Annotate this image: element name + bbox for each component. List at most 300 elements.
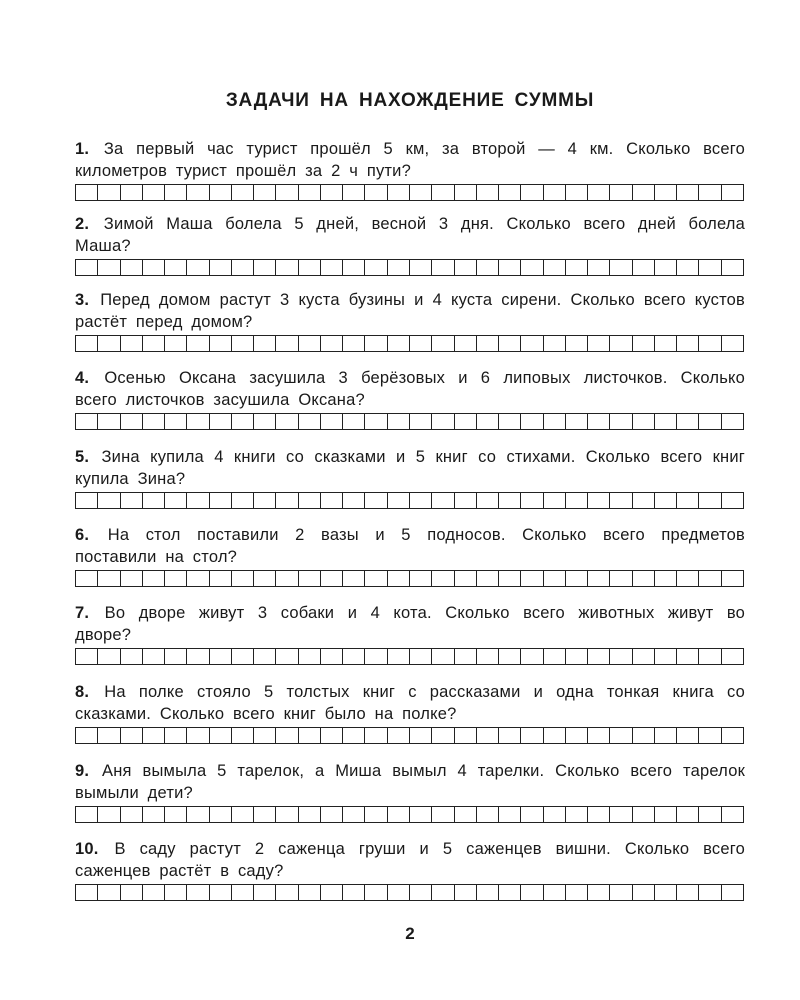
answer-cell[interactable] (544, 185, 566, 200)
answer-cell[interactable] (276, 185, 298, 200)
answer-cell[interactable] (210, 414, 232, 429)
answer-cell[interactable] (76, 571, 98, 586)
answer-cell[interactable] (210, 260, 232, 275)
answer-cell[interactable] (276, 807, 298, 822)
answer-cell[interactable] (699, 885, 721, 900)
answer-cell[interactable] (210, 728, 232, 743)
answer-cell[interactable] (343, 185, 365, 200)
answer-cell[interactable] (165, 414, 187, 429)
answer-cell[interactable] (722, 493, 744, 508)
answer-cell[interactable] (655, 728, 677, 743)
answer-cell[interactable] (76, 493, 98, 508)
answer-cell[interactable] (477, 571, 499, 586)
answer-cell[interactable] (699, 336, 721, 351)
answer-cell[interactable] (165, 728, 187, 743)
answer-cell[interactable] (276, 649, 298, 664)
answer-cell[interactable] (677, 414, 699, 429)
answer-cell[interactable] (76, 336, 98, 351)
answer-cell[interactable] (210, 649, 232, 664)
answer-cell[interactable] (521, 260, 543, 275)
answer-cell[interactable] (566, 493, 588, 508)
answer-cell[interactable] (410, 649, 432, 664)
answer-cell[interactable] (655, 571, 677, 586)
answer-cell[interactable] (677, 728, 699, 743)
answer-cell[interactable] (254, 185, 276, 200)
answer-cell[interactable] (388, 885, 410, 900)
answer-cell[interactable] (321, 260, 343, 275)
answer-cell[interactable] (588, 728, 610, 743)
answer-cell[interactable] (276, 414, 298, 429)
answer-cell[interactable] (187, 336, 209, 351)
answer-cell[interactable] (321, 414, 343, 429)
answer-cell[interactable] (232, 807, 254, 822)
answer-cell[interactable] (544, 807, 566, 822)
answer-cell[interactable] (499, 260, 521, 275)
answer-cell[interactable] (254, 571, 276, 586)
answer-cell[interactable] (165, 493, 187, 508)
answer-cell[interactable] (388, 185, 410, 200)
answer-cell[interactable] (477, 493, 499, 508)
answer-cell[interactable] (321, 336, 343, 351)
answer-grid[interactable] (75, 648, 744, 665)
answer-cell[interactable] (98, 336, 120, 351)
answer-cell[interactable] (343, 336, 365, 351)
answer-cell[interactable] (455, 649, 477, 664)
answer-cell[interactable] (321, 493, 343, 508)
answer-cell[interactable] (365, 571, 387, 586)
answer-cell[interactable] (544, 336, 566, 351)
answer-grid[interactable] (75, 884, 744, 901)
answer-cell[interactable] (98, 728, 120, 743)
answer-cell[interactable] (98, 414, 120, 429)
answer-cell[interactable] (610, 260, 632, 275)
answer-cell[interactable] (232, 649, 254, 664)
answer-cell[interactable] (566, 260, 588, 275)
answer-cell[interactable] (276, 885, 298, 900)
answer-cell[interactable] (388, 336, 410, 351)
answer-cell[interactable] (76, 414, 98, 429)
answer-cell[interactable] (365, 260, 387, 275)
answer-cell[interactable] (477, 336, 499, 351)
answer-cell[interactable] (588, 414, 610, 429)
answer-cell[interactable] (455, 336, 477, 351)
answer-cell[interactable] (722, 414, 744, 429)
answer-cell[interactable] (343, 885, 365, 900)
answer-cell[interactable] (499, 885, 521, 900)
answer-cell[interactable] (588, 336, 610, 351)
answer-cell[interactable] (610, 336, 632, 351)
answer-cell[interactable] (499, 649, 521, 664)
answer-cell[interactable] (432, 649, 454, 664)
answer-cell[interactable] (388, 414, 410, 429)
answer-cell[interactable] (677, 185, 699, 200)
answer-cell[interactable] (722, 185, 744, 200)
answer-cell[interactable] (365, 649, 387, 664)
answer-cell[interactable] (588, 885, 610, 900)
answer-cell[interactable] (566, 728, 588, 743)
answer-cell[interactable] (722, 728, 744, 743)
answer-cell[interactable] (544, 571, 566, 586)
answer-cell[interactable] (187, 807, 209, 822)
answer-cell[interactable] (121, 336, 143, 351)
answer-cell[interactable] (143, 885, 165, 900)
answer-cell[interactable] (388, 728, 410, 743)
answer-cell[interactable] (365, 885, 387, 900)
answer-cell[interactable] (143, 807, 165, 822)
answer-cell[interactable] (722, 807, 744, 822)
answer-cell[interactable] (143, 571, 165, 586)
answer-cell[interactable] (544, 493, 566, 508)
answer-cell[interactable] (477, 807, 499, 822)
answer-cell[interactable] (410, 260, 432, 275)
answer-cell[interactable] (210, 185, 232, 200)
answer-cell[interactable] (410, 807, 432, 822)
answer-grid[interactable] (75, 806, 744, 823)
answer-cell[interactable] (232, 571, 254, 586)
answer-cell[interactable] (299, 807, 321, 822)
answer-cell[interactable] (276, 728, 298, 743)
answer-cell[interactable] (187, 571, 209, 586)
answer-cell[interactable] (210, 571, 232, 586)
answer-cell[interactable] (521, 571, 543, 586)
answer-cell[interactable] (699, 260, 721, 275)
answer-grid[interactable] (75, 184, 744, 201)
answer-cell[interactable] (455, 885, 477, 900)
answer-cell[interactable] (633, 571, 655, 586)
answer-cell[interactable] (633, 807, 655, 822)
answer-cell[interactable] (432, 493, 454, 508)
answer-cell[interactable] (232, 493, 254, 508)
answer-cell[interactable] (499, 571, 521, 586)
answer-cell[interactable] (187, 185, 209, 200)
answer-cell[interactable] (410, 728, 432, 743)
answer-cell[interactable] (165, 571, 187, 586)
answer-cell[interactable] (143, 260, 165, 275)
answer-cell[interactable] (432, 185, 454, 200)
answer-cell[interactable] (121, 493, 143, 508)
answer-cell[interactable] (677, 885, 699, 900)
answer-cell[interactable] (455, 414, 477, 429)
answer-cell[interactable] (254, 728, 276, 743)
answer-cell[interactable] (232, 336, 254, 351)
answer-cell[interactable] (566, 885, 588, 900)
answer-cell[interactable] (566, 414, 588, 429)
answer-cell[interactable] (121, 260, 143, 275)
answer-cell[interactable] (276, 260, 298, 275)
answer-cell[interactable] (165, 649, 187, 664)
answer-cell[interactable] (165, 807, 187, 822)
answer-cell[interactable] (610, 414, 632, 429)
answer-cell[interactable] (165, 260, 187, 275)
answer-cell[interactable] (677, 493, 699, 508)
answer-cell[interactable] (343, 493, 365, 508)
answer-grid[interactable] (75, 413, 744, 430)
answer-cell[interactable] (299, 493, 321, 508)
answer-cell[interactable] (677, 260, 699, 275)
answer-cell[interactable] (232, 728, 254, 743)
answer-cell[interactable] (276, 336, 298, 351)
answer-cell[interactable] (121, 728, 143, 743)
answer-cell[interactable] (521, 185, 543, 200)
answer-cell[interactable] (521, 336, 543, 351)
answer-cell[interactable] (388, 649, 410, 664)
answer-cell[interactable] (299, 185, 321, 200)
answer-cell[interactable] (544, 728, 566, 743)
answer-cell[interactable] (254, 493, 276, 508)
answer-cell[interactable] (410, 493, 432, 508)
answer-cell[interactable] (388, 260, 410, 275)
answer-cell[interactable] (633, 185, 655, 200)
answer-cell[interactable] (98, 649, 120, 664)
answer-cell[interactable] (76, 260, 98, 275)
answer-cell[interactable] (633, 885, 655, 900)
answer-cell[interactable] (477, 414, 499, 429)
answer-cell[interactable] (143, 185, 165, 200)
answer-cell[interactable] (432, 260, 454, 275)
answer-cell[interactable] (655, 807, 677, 822)
answer-cell[interactable] (722, 571, 744, 586)
answer-cell[interactable] (432, 807, 454, 822)
answer-cell[interactable] (544, 885, 566, 900)
answer-cell[interactable] (299, 571, 321, 586)
answer-cell[interactable] (187, 493, 209, 508)
answer-cell[interactable] (566, 336, 588, 351)
answer-cell[interactable] (343, 649, 365, 664)
answer-cell[interactable] (499, 493, 521, 508)
answer-grid[interactable] (75, 259, 744, 276)
answer-cell[interactable] (321, 571, 343, 586)
answer-cell[interactable] (299, 649, 321, 664)
answer-cell[interactable] (410, 885, 432, 900)
answer-cell[interactable] (365, 807, 387, 822)
answer-cell[interactable] (699, 649, 721, 664)
answer-cell[interactable] (544, 649, 566, 664)
answer-cell[interactable] (677, 571, 699, 586)
answer-cell[interactable] (165, 185, 187, 200)
answer-cell[interactable] (521, 885, 543, 900)
answer-cell[interactable] (232, 414, 254, 429)
answer-cell[interactable] (588, 649, 610, 664)
answer-cell[interactable] (232, 185, 254, 200)
answer-cell[interactable] (321, 185, 343, 200)
answer-cell[interactable] (566, 571, 588, 586)
answer-cell[interactable] (187, 260, 209, 275)
answer-cell[interactable] (410, 185, 432, 200)
answer-cell[interactable] (477, 185, 499, 200)
answer-cell[interactable] (521, 493, 543, 508)
answer-cell[interactable] (299, 728, 321, 743)
answer-cell[interactable] (655, 336, 677, 351)
answer-cell[interactable] (410, 414, 432, 429)
answer-cell[interactable] (98, 807, 120, 822)
answer-cell[interactable] (276, 493, 298, 508)
answer-cell[interactable] (455, 185, 477, 200)
answer-cell[interactable] (477, 885, 499, 900)
answer-cell[interactable] (121, 185, 143, 200)
answer-cell[interactable] (98, 260, 120, 275)
answer-cell[interactable] (187, 649, 209, 664)
answer-cell[interactable] (254, 807, 276, 822)
answer-cell[interactable] (455, 807, 477, 822)
answer-cell[interactable] (76, 885, 98, 900)
answer-cell[interactable] (432, 414, 454, 429)
answer-cell[interactable] (410, 336, 432, 351)
answer-cell[interactable] (499, 728, 521, 743)
answer-cell[interactable] (655, 260, 677, 275)
answer-cell[interactable] (566, 185, 588, 200)
answer-cell[interactable] (633, 414, 655, 429)
answer-cell[interactable] (143, 414, 165, 429)
answer-cell[interactable] (432, 336, 454, 351)
answer-cell[interactable] (499, 807, 521, 822)
answer-cell[interactable] (521, 807, 543, 822)
answer-cell[interactable] (76, 649, 98, 664)
answer-cell[interactable] (544, 414, 566, 429)
answer-cell[interactable] (365, 493, 387, 508)
answer-cell[interactable] (121, 414, 143, 429)
answer-cell[interactable] (343, 728, 365, 743)
answer-cell[interactable] (699, 493, 721, 508)
answer-cell[interactable] (121, 807, 143, 822)
answer-cell[interactable] (677, 807, 699, 822)
answer-cell[interactable] (98, 571, 120, 586)
answer-grid[interactable] (75, 727, 744, 744)
answer-cell[interactable] (187, 885, 209, 900)
answer-cell[interactable] (365, 185, 387, 200)
answer-cell[interactable] (499, 414, 521, 429)
answer-cell[interactable] (254, 336, 276, 351)
answer-cell[interactable] (677, 649, 699, 664)
answer-cell[interactable] (455, 260, 477, 275)
answer-cell[interactable] (722, 649, 744, 664)
answer-cell[interactable] (210, 807, 232, 822)
answer-cell[interactable] (98, 885, 120, 900)
answer-cell[interactable] (232, 260, 254, 275)
answer-cell[interactable] (299, 885, 321, 900)
answer-cell[interactable] (610, 728, 632, 743)
answer-cell[interactable] (477, 260, 499, 275)
answer-cell[interactable] (633, 260, 655, 275)
answer-cell[interactable] (76, 807, 98, 822)
answer-cell[interactable] (98, 185, 120, 200)
answer-cell[interactable] (566, 807, 588, 822)
answer-cell[interactable] (610, 649, 632, 664)
answer-cell[interactable] (610, 493, 632, 508)
answer-cell[interactable] (121, 649, 143, 664)
answer-cell[interactable] (76, 728, 98, 743)
answer-cell[interactable] (187, 728, 209, 743)
answer-cell[interactable] (455, 493, 477, 508)
answer-cell[interactable] (699, 807, 721, 822)
answer-cell[interactable] (143, 649, 165, 664)
answer-cell[interactable] (655, 185, 677, 200)
answer-cell[interactable] (232, 885, 254, 900)
answer-cell[interactable] (121, 885, 143, 900)
answer-cell[interactable] (588, 571, 610, 586)
answer-cell[interactable] (388, 493, 410, 508)
answer-cell[interactable] (187, 414, 209, 429)
answer-cell[interactable] (521, 414, 543, 429)
answer-grid[interactable] (75, 492, 744, 509)
answer-cell[interactable] (499, 336, 521, 351)
answer-cell[interactable] (521, 728, 543, 743)
answer-cell[interactable] (210, 493, 232, 508)
answer-cell[interactable] (432, 885, 454, 900)
answer-cell[interactable] (321, 885, 343, 900)
answer-cell[interactable] (722, 336, 744, 351)
answer-cell[interactable] (722, 260, 744, 275)
answer-cell[interactable] (588, 260, 610, 275)
answer-cell[interactable] (343, 807, 365, 822)
answer-cell[interactable] (210, 336, 232, 351)
answer-cell[interactable] (76, 185, 98, 200)
answer-cell[interactable] (699, 728, 721, 743)
answer-cell[interactable] (365, 414, 387, 429)
answer-cell[interactable] (633, 728, 655, 743)
answer-cell[interactable] (633, 649, 655, 664)
answer-cell[interactable] (521, 649, 543, 664)
answer-cell[interactable] (722, 885, 744, 900)
answer-cell[interactable] (655, 493, 677, 508)
answer-cell[interactable] (633, 493, 655, 508)
answer-cell[interactable] (388, 807, 410, 822)
answer-cell[interactable] (254, 649, 276, 664)
answer-cell[interactable] (254, 260, 276, 275)
answer-cell[interactable] (299, 260, 321, 275)
answer-cell[interactable] (321, 649, 343, 664)
answer-cell[interactable] (566, 649, 588, 664)
answer-cell[interactable] (477, 728, 499, 743)
answer-cell[interactable] (343, 571, 365, 586)
answer-cell[interactable] (432, 571, 454, 586)
answer-cell[interactable] (455, 728, 477, 743)
answer-cell[interactable] (343, 414, 365, 429)
answer-cell[interactable] (365, 336, 387, 351)
answer-grid[interactable] (75, 335, 744, 352)
answer-cell[interactable] (254, 885, 276, 900)
answer-cell[interactable] (143, 493, 165, 508)
answer-cell[interactable] (633, 336, 655, 351)
answer-cell[interactable] (588, 185, 610, 200)
answer-cell[interactable] (121, 571, 143, 586)
answer-cell[interactable] (276, 571, 298, 586)
answer-cell[interactable] (588, 493, 610, 508)
answer-cell[interactable] (588, 807, 610, 822)
answer-cell[interactable] (165, 336, 187, 351)
answer-cell[interactable] (610, 807, 632, 822)
answer-cell[interactable] (544, 260, 566, 275)
answer-cell[interactable] (299, 414, 321, 429)
answer-cell[interactable] (365, 728, 387, 743)
answer-cell[interactable] (610, 185, 632, 200)
answer-cell[interactable] (254, 414, 276, 429)
answer-cell[interactable] (143, 336, 165, 351)
answer-cell[interactable] (143, 728, 165, 743)
answer-cell[interactable] (610, 885, 632, 900)
answer-cell[interactable] (432, 728, 454, 743)
answer-cell[interactable] (299, 336, 321, 351)
answer-cell[interactable] (699, 185, 721, 200)
answer-cell[interactable] (677, 336, 699, 351)
answer-cell[interactable] (210, 885, 232, 900)
answer-cell[interactable] (98, 493, 120, 508)
answer-cell[interactable] (321, 728, 343, 743)
answer-cell[interactable] (477, 649, 499, 664)
answer-grid[interactable] (75, 570, 744, 587)
answer-cell[interactable] (343, 260, 365, 275)
answer-cell[interactable] (610, 571, 632, 586)
answer-cell[interactable] (388, 571, 410, 586)
